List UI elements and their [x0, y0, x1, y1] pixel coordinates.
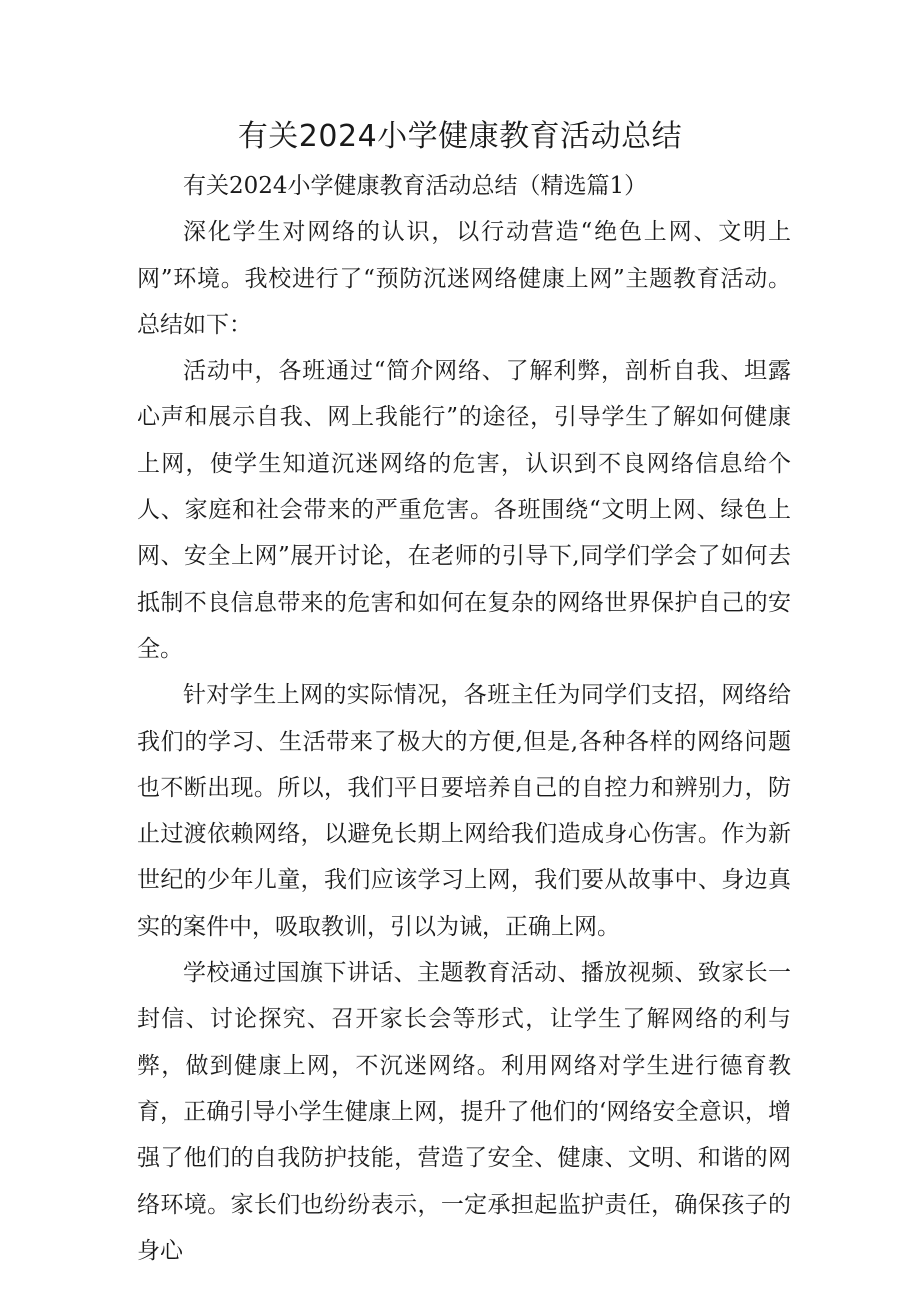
body-paragraph: 活动中，各班通过“简介网络、了解利弊，剖析自我、坦露心声和展示自我、网上我能行”的途径，引导学生了解如何健康上网，使学生知道沉迷网络的危害，认识到不良网络信息给个人、家庭和社会带来的严重危害。各班围绕“文明上网、绿色上网、安全上网”展开讨论，在老师的引导下,同学们学会了如何去抵制不良信息带来的危害和如何在复杂的网络世界保护自己的安全。: [137, 358, 791, 662]
body-paragraph: 学校通过国旗下讲话、主题教育活动、播放视频、致家长一封信、讨论探究、召开家长会等形式，让学生了解网络的利与弊，做到健康上网，不沉迷网络。利用网络对学生进行德育教育，正确引导小学生健康上网，提升了他们的‘网络安全意识，增强了他们的自我防护技能，营造了安全、健康、文明、和谐的网络环境。家长们也纷纷表示，一定承担起监护责任，确保孩子的身心: [137, 960, 791, 1264]
body-paragraph: 深化学生对网络的认识，以行动营造“绝色上网、文明上网”环境。我校进行了“预防沉迷网络健康上网”主题教育活动。总结如下：: [137, 219, 791, 338]
document-title: 有关2024小学健康教育活动总结: [237, 119, 683, 154]
subtitle-paragraph: 有关2024小学健康教育活动总结（精选篇1）: [183, 173, 648, 199]
document-body: [137, 163, 791, 1274]
body-paragraph: 针对学生上网的实际情况，各班主任为同学们支招，网络给我们的学习、生活带来了极大的方便,但是,各种各样的网络问题也不断出现。所以，我们平日要培养自己的自控力和辨别力，防止过渡依赖网络，以避免长期上网给我们造成身心伤害。作为新世纪的少年儿童，我们应该学习上网，我们要从故事中、身边真实的案件中，吸取教训，引以为诫，正确上网。: [137, 682, 791, 940]
